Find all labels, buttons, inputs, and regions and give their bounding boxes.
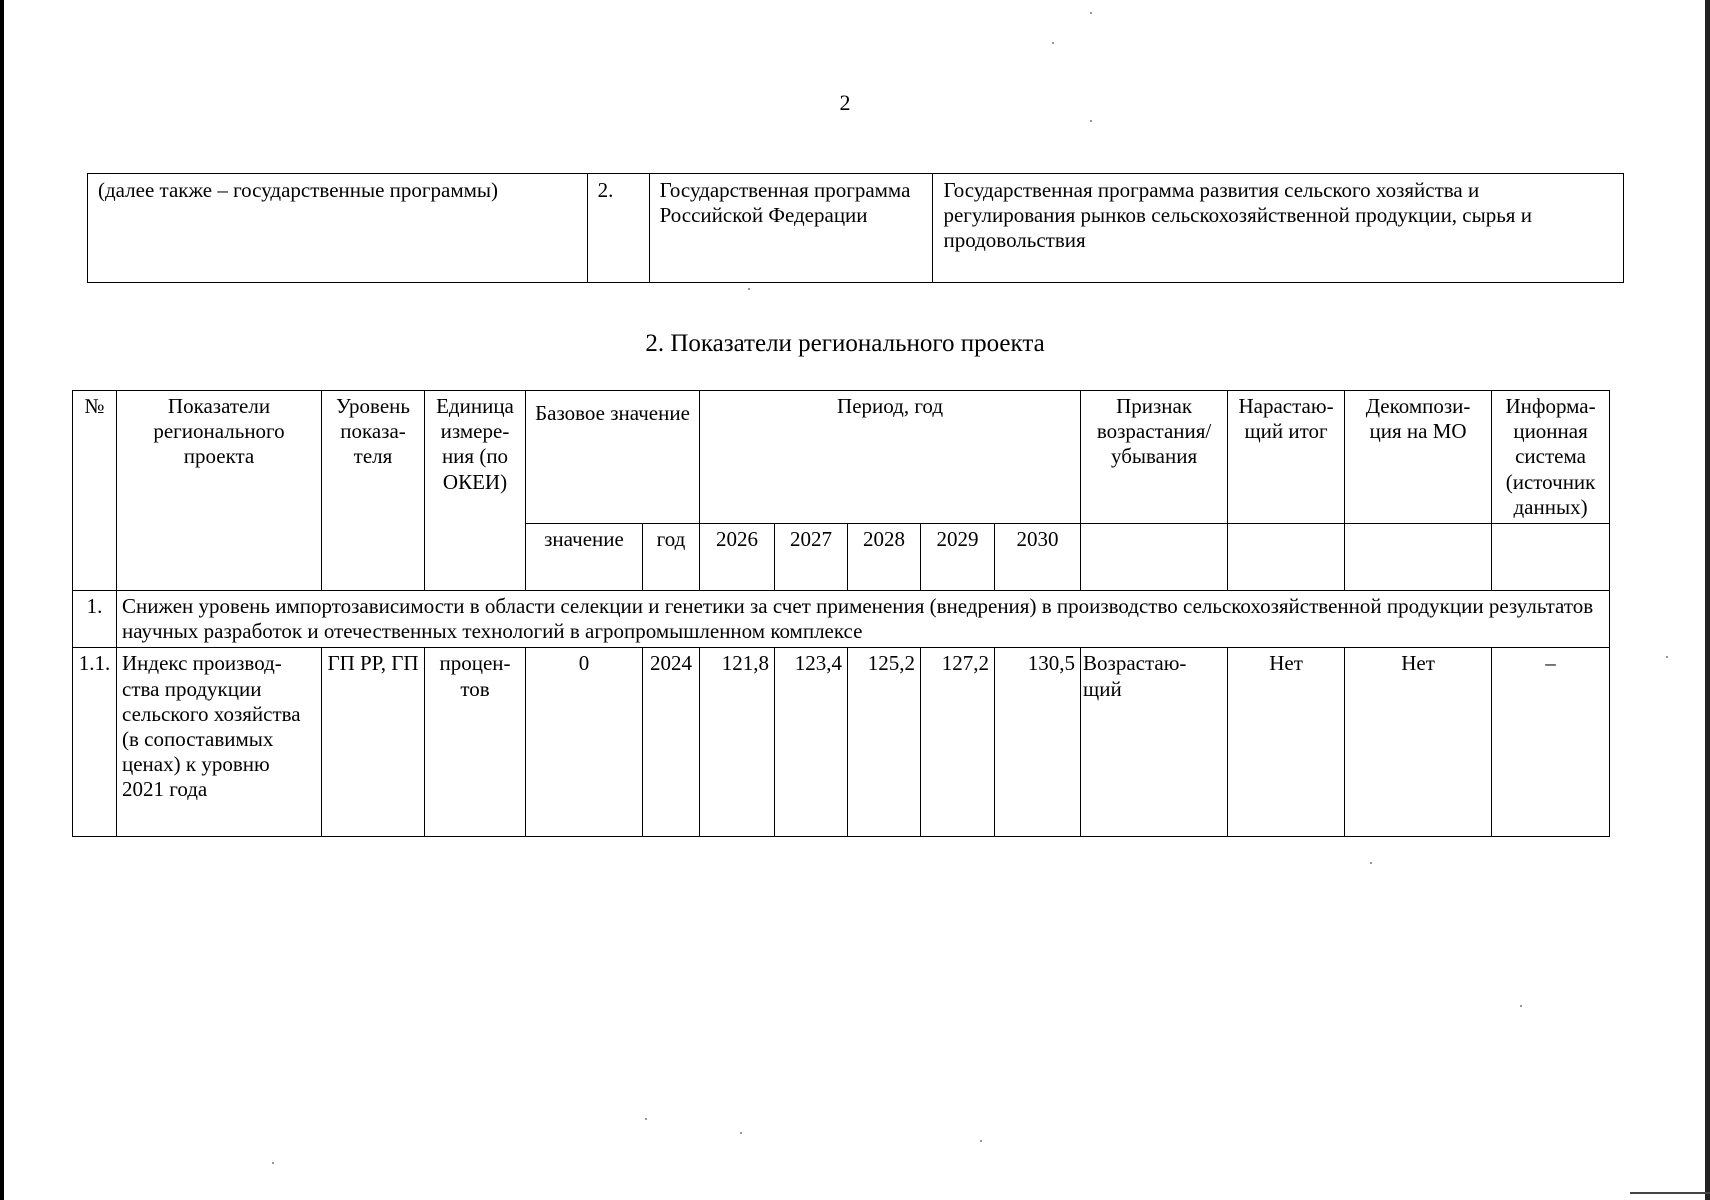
header-base-year-sub: год	[643, 523, 700, 590]
header-row-1	[73, 391, 1610, 524]
header-base-value-sub: значение	[526, 523, 643, 590]
header-level: Уровень показа-теля	[322, 391, 425, 591]
goal-text: Снижен уровень импортозависимости в области селекции и генетики за счет применения (внедрения) в производство сельскохозяйственной продукции результатов научных разработок и отечественных технологий в агропромышленном комплексе	[117, 590, 1610, 647]
program-row	[88, 174, 1624, 283]
program-col-3: Государственная программа Российской Федерации	[649, 174, 933, 283]
scan-speck	[1370, 862, 1372, 864]
row-info-system: –	[1492, 648, 1610, 837]
header-unit: Единица измере-ния (по ОКЕИ)	[425, 391, 526, 591]
row-unit: процен-тов	[425, 648, 526, 837]
row-value-2026: 121,8	[700, 648, 775, 837]
header-trend: Признак возрастания/ убывания	[1081, 391, 1228, 524]
program-col-1: (далее также – государственные программы)	[88, 174, 588, 283]
program-col-4: Государственная программа развития сельского хозяйства и регулирования рынков сельскохозяйственной продукции, сырья и продовольствия	[933, 174, 1624, 283]
scan-speck	[1520, 1005, 1522, 1007]
scan-speck	[645, 1118, 647, 1120]
scan-speck	[1052, 42, 1054, 44]
header-decomposition: Декомпози-ция на МО	[1345, 391, 1492, 524]
goal-num: 1.	[73, 590, 117, 647]
header-trend-empty	[1081, 523, 1228, 590]
row-value-2028: 125,2	[848, 648, 921, 837]
header-indicator: Показатели регионального проекта	[117, 391, 322, 591]
row-value-2030: 130,5	[995, 648, 1081, 837]
program-col-2: 2.	[587, 174, 649, 283]
row-value-2027: 123,4	[775, 648, 848, 837]
page-number: 2	[839, 90, 851, 115]
scan-speck	[980, 1140, 982, 1142]
table-row	[73, 648, 1610, 837]
program-table	[87, 173, 1624, 283]
header-year-2027: 2027	[775, 523, 848, 590]
header-period: Период, год	[700, 391, 1081, 524]
goal-row	[73, 590, 1610, 647]
header-info-system: Информа-ционная система (источник данных)	[1492, 391, 1610, 524]
scan-speck	[740, 1132, 742, 1134]
row-indicator: Индекс производ-ства продукции сельского хозяйства (в сопоставимых ценах) к уровню 2021 года	[117, 648, 322, 837]
header-cumulative-empty	[1228, 523, 1345, 590]
section-title: 2. Показатели регионального проекта	[645, 330, 1045, 357]
scan-edge-right	[1705, 0, 1710, 1200]
scan-edge-bottom	[1630, 1192, 1710, 1194]
header-year-2029: 2029	[921, 523, 995, 590]
row-base-value: 0	[526, 648, 643, 837]
scan-speck	[1090, 120, 1092, 122]
scan-speck	[1666, 656, 1668, 658]
header-year-2030: 2030	[995, 523, 1081, 590]
row-value-2029: 127,2	[921, 648, 995, 837]
header-info-system-empty	[1492, 523, 1610, 590]
scan-speck	[272, 1162, 274, 1164]
row-num: 1.1.	[73, 648, 117, 837]
scan-speck	[748, 288, 750, 290]
row-trend: Возрастаю-щий	[1081, 648, 1228, 837]
header-cumulative: Нарастаю-щий итог	[1228, 391, 1345, 524]
scan-edge-left	[0, 0, 4, 1200]
header-base-value: Базовое значение	[526, 391, 700, 524]
row-base-year: 2024	[643, 648, 700, 837]
row-cumulative: Нет	[1228, 648, 1345, 837]
header-num: №	[73, 391, 117, 591]
header-decomposition-empty	[1345, 523, 1492, 590]
scan-speck	[1090, 12, 1092, 14]
header-year-2026: 2026	[700, 523, 775, 590]
header-year-2028: 2028	[848, 523, 921, 590]
row-level: ГП РР, ГП	[322, 648, 425, 837]
indicators-table	[72, 390, 1610, 837]
row-decomposition: Нет	[1345, 648, 1492, 837]
